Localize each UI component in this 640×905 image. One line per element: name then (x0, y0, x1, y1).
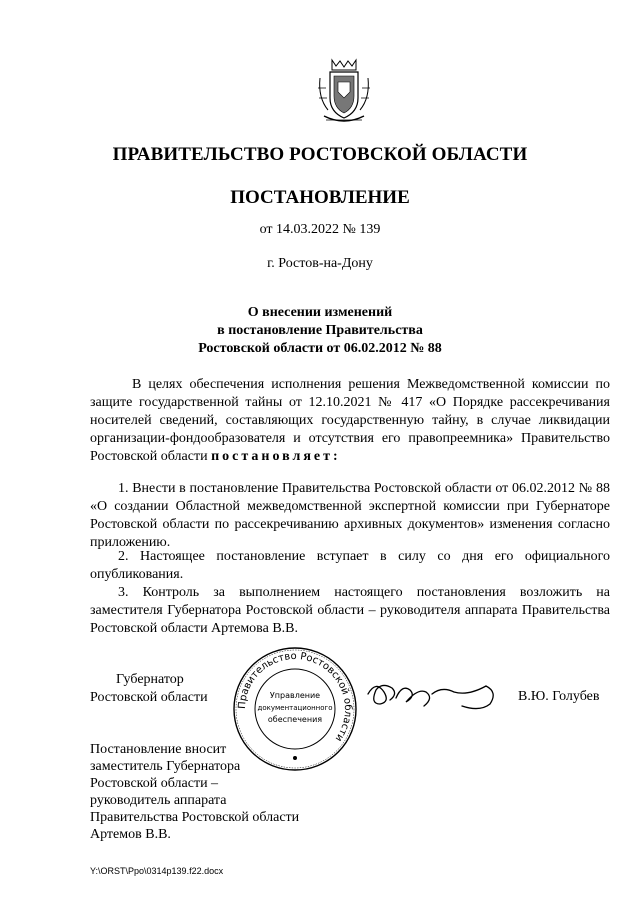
governor-position (90, 671, 208, 707)
document-date-number: от 14.03.2022 № 139 (259, 222, 381, 237)
introduced-line: Артемов В.В. (90, 827, 171, 842)
item-2-paragraph: 2. Настоящее постановление вступает в силу со дня его официального опубликования. (90, 549, 610, 582)
file-path-footer: Y:\ORST\Ppo\0314p139.f22.docx (90, 866, 224, 876)
subject-line: в постановление Правительства (217, 323, 423, 338)
stamp-ring-text: Правительство Ростовской области (236, 650, 354, 744)
document-type: ПОСТАНОВЛЕНИЕ (230, 187, 410, 208)
document-subject (0, 304, 640, 358)
resolves-keyword: постановляет: (211, 449, 341, 464)
government-title: ПРАВИТЕЛЬСТВО РОСТОВСКОЙ ОБЛАСТИ (112, 144, 528, 165)
item-1-paragraph: 1. Внести в постановлeние Правительства Ростовской области от 06.02.2012 № 88 «О создании Областной межведомственной экспертной комиссии при Губернаторе Ростовской области по рассекречиванию архивных документов» изменения согласно приложению. (90, 481, 610, 550)
coat-of-arms-icon (316, 58, 372, 128)
introduced-line: заместитель Губернатора (90, 759, 241, 774)
introduced-line: руководитель аппарата (90, 793, 227, 808)
stamp-center-line: Управление (269, 691, 321, 700)
handwritten-signature-icon (362, 676, 502, 716)
introduced-by-block (90, 741, 299, 843)
stamp-center-line: обеспечения (267, 715, 323, 724)
stamp-center-line: документационного (257, 704, 333, 712)
position-line: Ростовской области (90, 690, 208, 705)
introduced-line: Ростовской области – (90, 776, 219, 791)
item-3-paragraph: 3. Контроль за выполнением настоящего постановления возложить на заместителя Губернатора Ростовской области – руководителя аппарата Правительства Ростовской области Артемова В.В. (90, 585, 610, 636)
introduced-line: Постановление вносит (90, 742, 227, 757)
preamble-paragraph (90, 376, 610, 466)
position-line: Губернатор (116, 672, 184, 687)
preamble-text: В целях обеспечения исполнения решения Межведомственной комиссии по защите государственной тайны от 12.10.2021 № 417 «О Порядке рассекречивания носителей сведений, составляющих государственную тайну, в случае ликвидации организации-фондообразователя и отсутствия его правопреемника» Правительство Ростовской области (90, 377, 610, 464)
introduced-line: Правительства Ростовской области (90, 810, 300, 825)
signer-name: В.Ю. Голубев (518, 689, 600, 704)
subject-line: О внесении изменений (247, 305, 393, 320)
subject-line: Ростовской области от 06.02.2012 № 88 (198, 341, 442, 356)
document-city: г. Ростов-на-Дону (267, 256, 373, 271)
